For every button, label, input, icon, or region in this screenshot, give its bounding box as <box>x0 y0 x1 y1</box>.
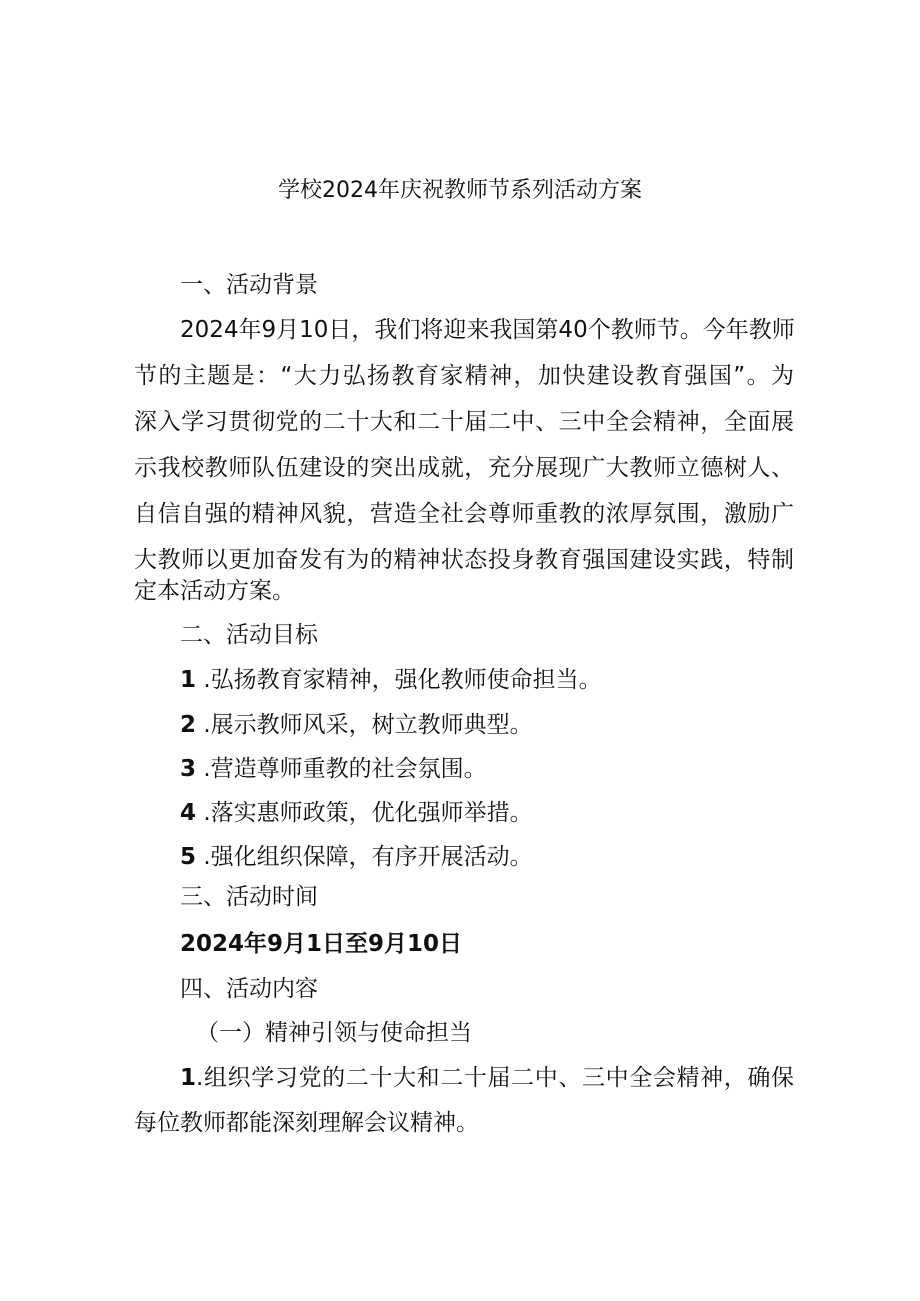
section-heading-goals: 二、活动目标 <box>180 622 318 648</box>
section-heading-time: 三、活动时间 <box>180 884 318 910</box>
goal-item-3 <box>180 752 487 786</box>
goal-number: 4 <box>180 800 197 826</box>
goal-item-4 <box>180 796 533 830</box>
content-item-1-line-1 <box>180 1061 794 1095</box>
subsection-heading-spirit: （一）精神引领与使命担当 <box>196 1020 472 1046</box>
background-paragraph-line-5: 自信自强的精神风貌，营造全社会尊师重教的浓厚氛围，激励广 <box>134 501 794 527</box>
background-paragraph-line-4: 示我校教师队伍建设的突出成就，充分展现广大教师立德树人、 <box>134 455 794 481</box>
document-title: 学校2024年庆祝教师节系列活动方案 <box>278 178 642 203</box>
goal-item-5 <box>180 840 533 874</box>
goal-text: .营造尊师重教的社会氛围。 <box>203 756 487 782</box>
goal-number: 1 <box>180 667 197 693</box>
goal-text: .弘扬教育家精神，强化教师使命担当。 <box>203 667 602 693</box>
goal-number: 3 <box>180 756 197 782</box>
goal-number: 5 <box>180 844 197 870</box>
goal-number: 2 <box>180 712 197 738</box>
content-item-number: 1 <box>180 1065 197 1091</box>
background-paragraph-line-1: 2024年9月10日，我们将迎来我国第40个教师节。今年教师 <box>180 317 795 343</box>
background-paragraph-line-7: 定本活动方案。 <box>134 578 295 604</box>
goal-item-2 <box>180 708 533 742</box>
goal-text: .强化组织保障，有序开展活动。 <box>203 844 533 870</box>
background-paragraph-line-6: 大教师以更加奋发有为的精神状态投身教育强国建设实践，特制 <box>134 547 794 573</box>
background-paragraph-line-2: 节的主题是：“大力弘扬教育家精神，加快建设教育强国”。为 <box>134 363 794 389</box>
activity-time-text: 2024年9月1日至9月10日 <box>180 931 463 957</box>
content-item-text: .组织学习党的二十大和二十届二中、三中全会精神，确保 <box>196 1065 794 1091</box>
section-heading-background: 一、活动背景 <box>180 272 318 298</box>
goal-item-1 <box>180 663 602 697</box>
background-paragraph-line-3: 深入学习贯彻党的二十大和二十届二中、三中全会精神，全面展 <box>134 409 794 435</box>
goal-text: .展示教师风采，树立教师典型。 <box>203 712 533 738</box>
content-item-1-line-2: 每位教师都能深刻理解会议精神。 <box>134 1110 479 1136</box>
goal-text: .落实惠师政策，优化强师举措。 <box>203 800 533 826</box>
section-heading-content: 四、活动内容 <box>180 976 318 1002</box>
